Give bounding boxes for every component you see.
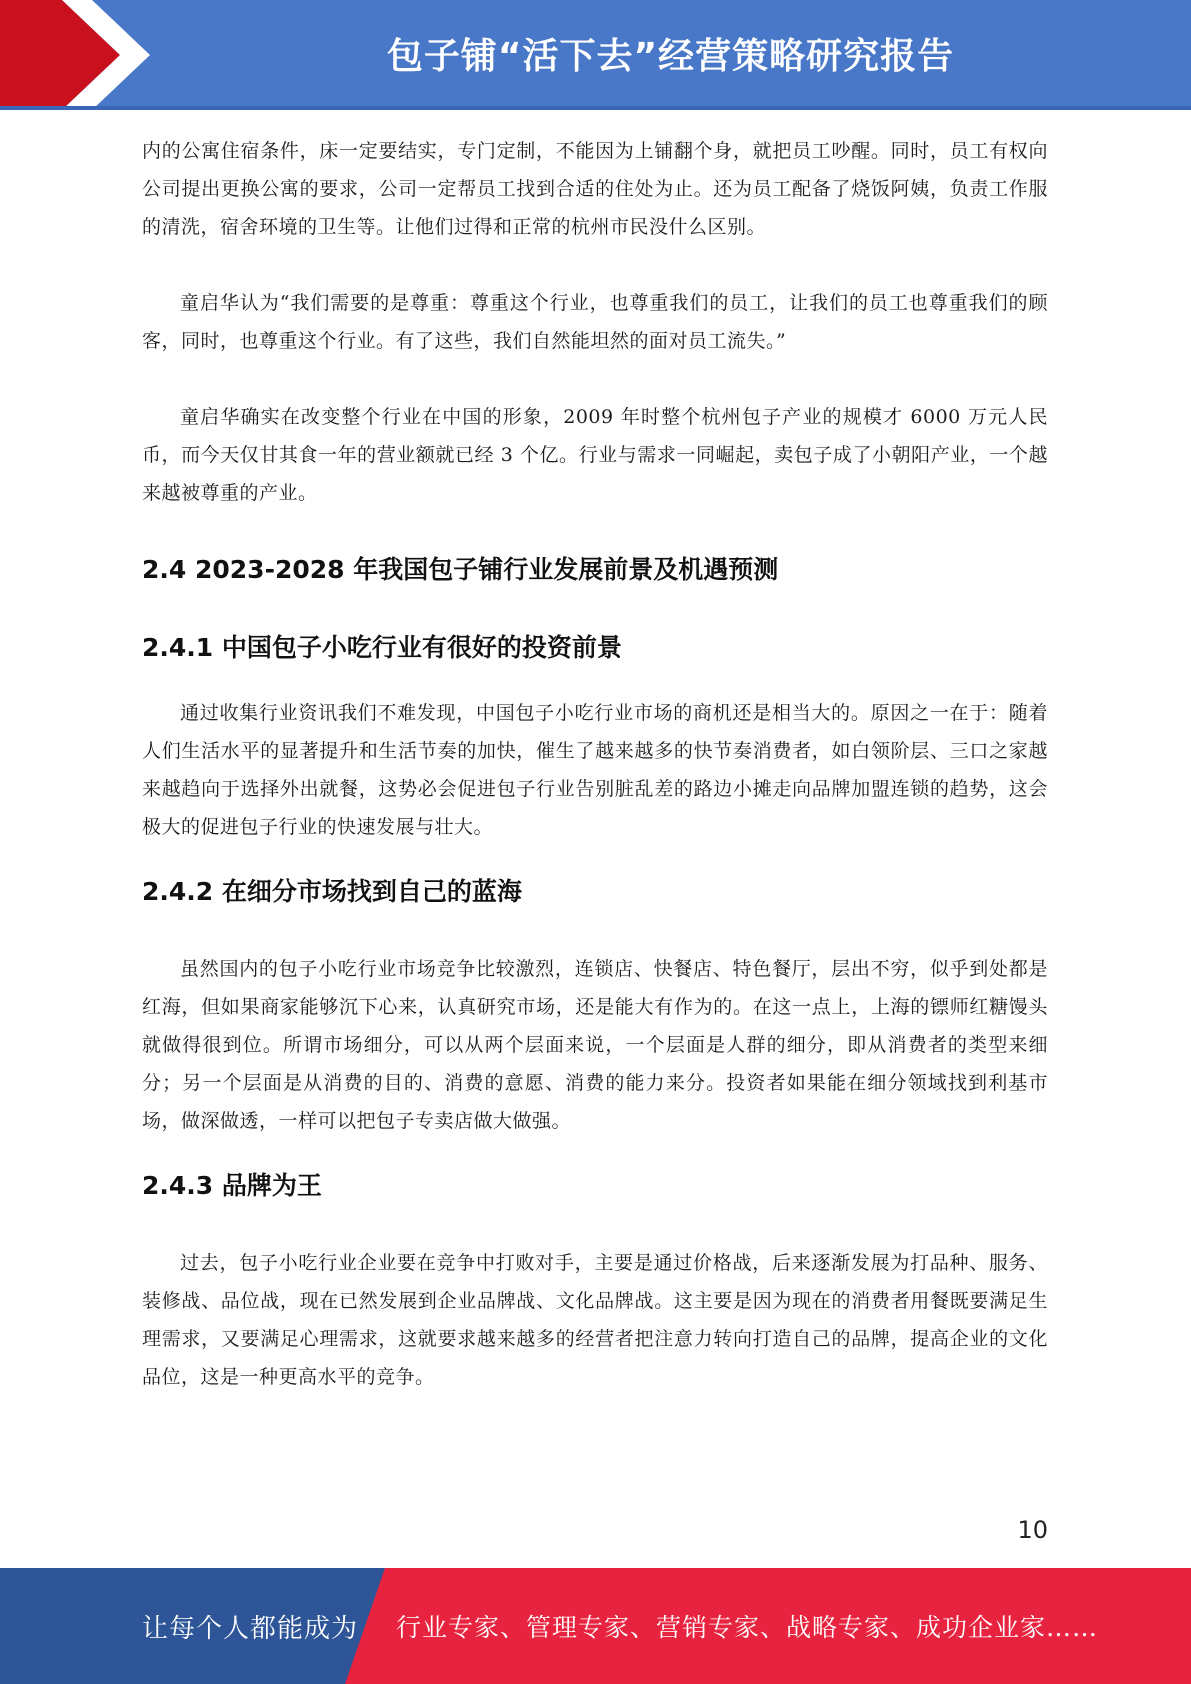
- spacer: [142, 1140, 1048, 1166]
- paragraph-respect-quote: 童启华认为“我们需要的是尊重：尊重这个行业，也尊重我们的员工，让我们的员工也尊重我们的顾客，同时，也尊重这个行业。有了这些，我们自然能坦然的面对员工流失。”: [142, 292, 1048, 352]
- spacer: [142, 846, 1048, 872]
- spacer: [142, 360, 1048, 398]
- page-content: [142, 132, 1048, 1396]
- paragraph-brand-king: 过去，包子小吃行业企业要在竞争中打败对手，主要是通过价格战，后来逐渐发展为打品种、服务、装修战、品位战，现在已然发展到企业品牌战、文化品牌战。这主要是因为现在的消费者用餐既要满足生理需求，又要满足心理需求，这就要求越来越多的经营者把注意力转向打造自己的品牌，提高企业的文化品位，这是一种更高水平的竞争。: [142, 1252, 1048, 1388]
- spacer: [142, 912, 1048, 950]
- section-heading-2-4: 2.4 2023-2028 年我国包子铺行业发展前景及机遇预测: [142, 555, 779, 584]
- spacer: [142, 246, 1048, 284]
- header-banner: [0, 0, 1191, 110]
- footer-banner: [0, 1568, 1191, 1684]
- page-number: 10: [1017, 1516, 1048, 1544]
- section-heading-2-4-2: 2.4.2 在细分市场找到自己的蓝海: [142, 877, 522, 906]
- spacer: [142, 1206, 1048, 1244]
- section-heading-2-4-3: 2.4.3 品牌为王: [142, 1171, 322, 1200]
- paragraph-market-segment: 虽然国内的包子小吃行业市场竞争比较激烈，连锁店、快餐店、特色餐厅，层出不穷，似乎到处都是红海，但如果商家能够沉下心来，认真研究市场，还是能大有作为的。在这一点上，上海的镖师红糖馒头就做得很到位。所谓市场细分，可以从两个层面来说，一个层面是人群的细分，即从消费者的类型来细分；另一个层面是从消费的目的、消费的意愿、消费的能力来分。投资者如果能在细分领域找到利基市场，做深做透，一样可以把包子专卖店做大做强。: [142, 958, 1048, 1132]
- spacer: [142, 512, 1048, 550]
- section-heading-2-4-1: 2.4.1 中国包子小吃行业有很好的投资前景: [142, 633, 622, 662]
- footer-slogan-left: 让每个人都能成为: [142, 1613, 359, 1644]
- footer-slogan-right: 行业专家、管理专家、营销专家、战略专家、成功企业家……: [396, 1613, 1099, 1642]
- header-bottom-line: [0, 106, 1191, 110]
- spacer: [142, 590, 1048, 628]
- paragraph-industry-image: 童启华确实在改变整个行业在中国的形象，2009 年时整个杭州包子产业的规模才 6000 万元人民币，而今天仅甘其食一年的营业额就已经 3 个亿。行业与需求一同崛起，卖包子成了小朝阳产业，一个越来越被尊重的产业。: [142, 406, 1048, 504]
- report-title: 包子铺“活下去”经营策略研究报告: [386, 35, 955, 77]
- paragraph-investment-prospect: 通过收集行业资讯我们不难发现，中国包子小吃行业市场的商机还是相当大的。原因之一在于：随着人们生活水平的显著提升和生活节奏的加快，催生了越来越多的快节奏消费者，如白领阶层、三口之家越来越趋向于选择外出就餐，这势必会促进包子行业告别脏乱差的路边小摊走向品牌加盟连锁的趋势，这会极大的促进包子行业的快速发展与壮大。: [142, 702, 1048, 838]
- spacer: [142, 668, 1048, 694]
- paragraph-dormitory: 内的公寓住宿条件，床一定要结实，专门定制，不能因为上铺翻个身，就把员工吵醒。同时，员工有权向公司提出更换公寓的要求，公司一定帮员工找到合适的住处为止。还为员工配备了烧饭阿姨，负责工作服的清洗，宿舍环境的卫生等。让他们过得和正常的杭州市民没什么区别。: [142, 140, 1048, 238]
